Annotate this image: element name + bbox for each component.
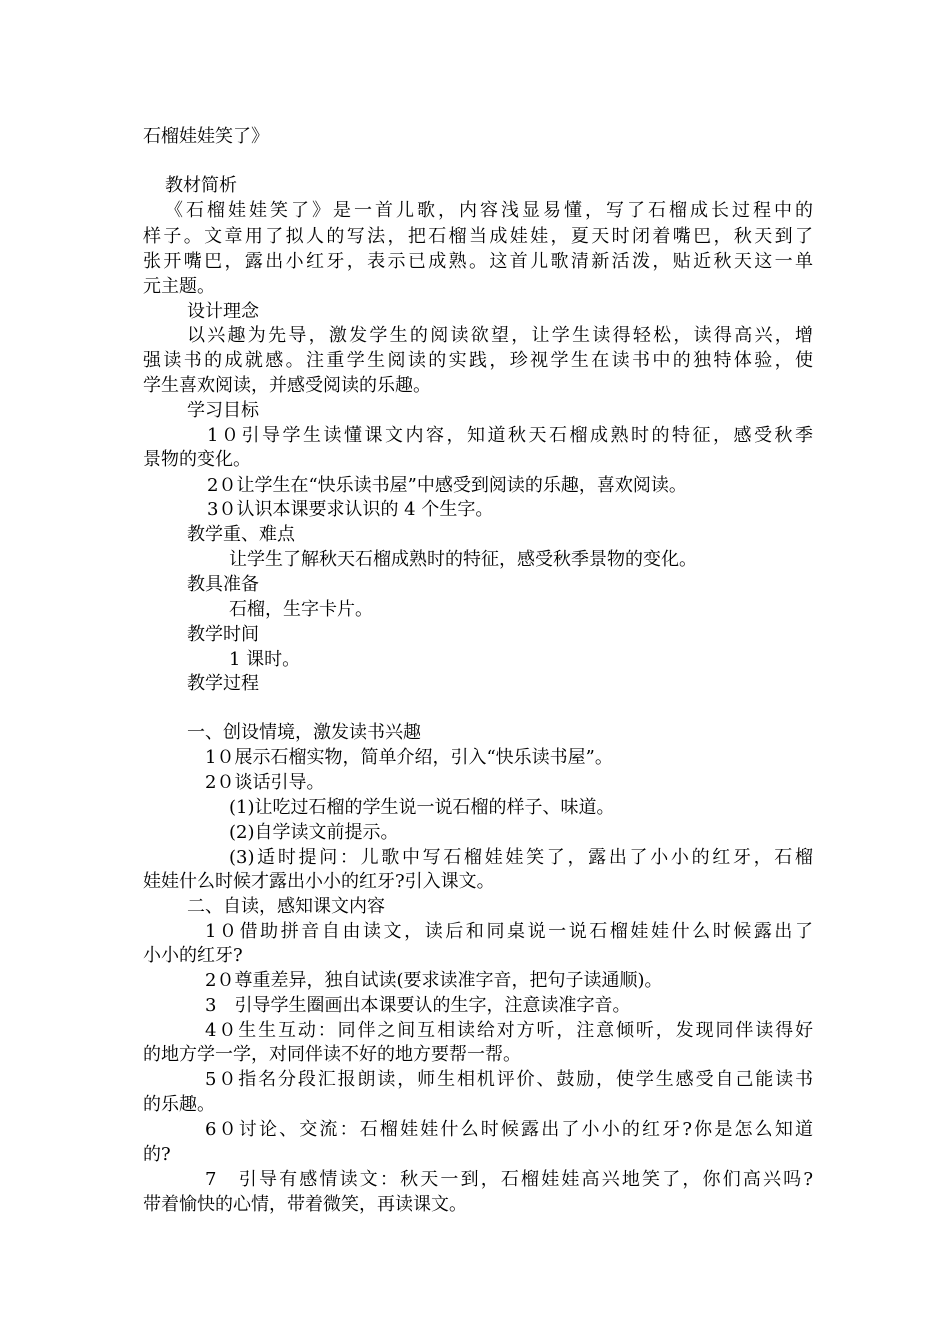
document-title: 石榴娃娃笑了》	[143, 126, 269, 147]
part-1-sub-3-line-1: (3)适时提问：儿歌中写石榴娃娃笑了，露出了小小的红牙，石榴	[229, 847, 813, 868]
design-line-2: 强读书的成就感。注重学生阅读的实践，珍视学生在读书中的独特体验，使	[143, 350, 813, 371]
material-line-3: 张开嘴巴，露出小红牙，表示已成熟。这首儿歌清新活泼，贴近秋天这一单	[143, 251, 813, 272]
part-2-item-5-line-1: 5０指名分段汇报朗读，师生相机评价、鼓励，使学生感受自己能读书	[205, 1069, 813, 1090]
part-2-item-6-line-2: 的?	[143, 1144, 171, 1165]
tools-text: 石榴，生字卡片。	[229, 599, 373, 620]
material-line-1: 《石榴娃娃笑了》是一首儿歌，内容浅显易懂，写了石榴成长过程中的	[165, 200, 813, 221]
material-line-4: 元主题。	[143, 276, 215, 297]
goal-3: 3０认识本课要求认识的 4 个生字。	[207, 499, 494, 520]
goal-2: 2０让学生在“快乐读书屋”中感受到阅读的乐趣，喜欢阅读。	[207, 475, 687, 496]
part-2-item-7-line-2: 带着愉快的心情，带着微笑，再读课文。	[143, 1194, 467, 1215]
heading-time: 教学时间	[187, 624, 259, 645]
part-1-sub-2: (2)自学读文前提示。	[229, 822, 399, 843]
heading-process: 教学过程	[187, 673, 259, 694]
heading-design: 设计理念	[187, 301, 259, 322]
part-2-item-3: 3 引导学生圈画出本课要认的生字，注意读准字音。	[205, 995, 631, 1016]
design-line-3: 学生喜欢阅读，并感受阅读的乐趣。	[143, 375, 431, 396]
goal-1-line-2: 景物的变化。	[143, 449, 251, 470]
part-2-heading: 二、自读，感知课文内容	[187, 896, 385, 917]
material-line-2: 样子。文章用了拟人的写法，把石榴当成娃娃，夏天时闭着嘴巴，秋天到了	[143, 226, 813, 247]
key-points-text: 让学生了解秋天石榴成熟时的特征，感受秋季景物的变化。	[229, 549, 697, 570]
time-text: 1 课时。	[229, 649, 301, 670]
part-1-item-1: 1０展示石榴实物，简单介绍，引入“快乐读书屋”。	[205, 747, 613, 768]
part-2-item-5-line-2: 的乐趣。	[143, 1094, 215, 1115]
part-2-item-1-line-2: 小小的红牙?	[143, 945, 243, 966]
design-line-1: 以兴趣为先导，激发学生的阅读欲望，让学生读得轻松，读得高兴，增	[187, 325, 813, 346]
part-1-sub-1: (1)让吃过石榴的学生说一说石榴的样子、味道。	[229, 797, 615, 818]
part-2-item-2: 2０尊重差异，独自试读(要求读准字音，把句子读通顺)。	[205, 970, 663, 991]
heading-tools: 教具准备	[187, 574, 259, 595]
part-2-item-7-line-1: 7 引导有感情读文：秋天一到，石榴娃娃高兴地笑了，你们高兴吗?	[205, 1169, 813, 1190]
heading-key-points: 教学重、难点	[187, 524, 295, 545]
heading-goals: 学习目标	[187, 400, 259, 421]
part-2-item-4-line-2: 的地方学一学，对同伴读不好的地方要帮一帮。	[143, 1044, 521, 1065]
part-1-heading: 一、创设情境，激发读书兴趣	[187, 722, 421, 743]
part-2-item-1-line-1: 1０借助拼音自由读文，读后和同桌说一说石榴娃娃什么时候露出了	[205, 921, 813, 942]
part-2-item-6-line-1: 6０讨论、交流：石榴娃娃什么时候露出了小小的红牙?你是怎么知道	[205, 1119, 813, 1140]
part-1-item-2: 2０谈话引导。	[205, 772, 325, 793]
part-2-item-4-line-1: 4０生生互动：同伴之间互相读给对方听，注意倾听，发现同伴读得好	[205, 1020, 813, 1041]
heading-material: 教材简析	[165, 175, 237, 196]
goal-1-line-1: 1０引导学生读懂课文内容，知道秋天石榴成熟时的特征，感受秋季	[207, 425, 813, 446]
part-1-sub-3-line-2: 娃娃什么时候才露出小小的红牙?引入课文。	[143, 871, 495, 892]
